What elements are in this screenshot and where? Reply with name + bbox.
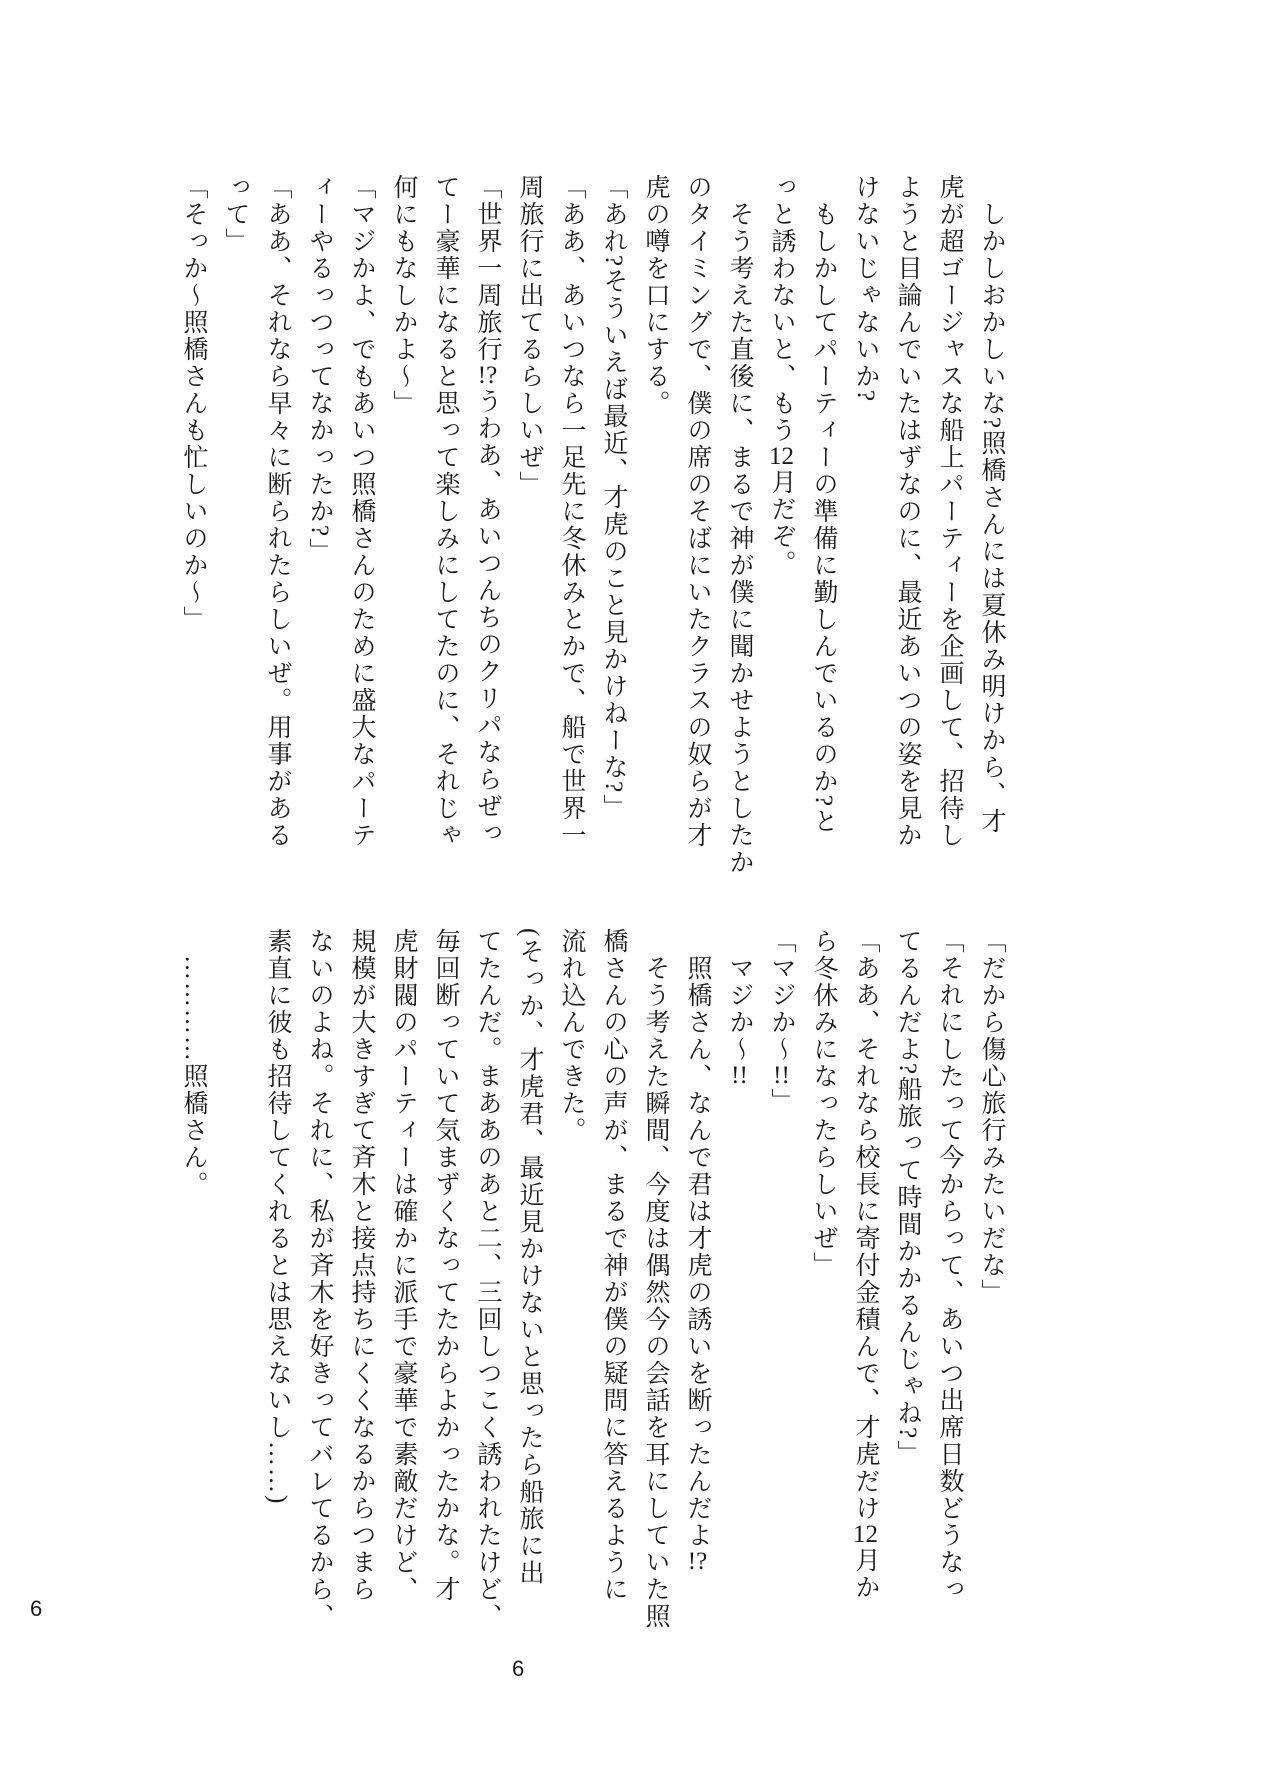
text-line: けないじゃないか? bbox=[852, 174, 879, 404]
text-line: 周旅行に出てるらしいぜ」 bbox=[516, 174, 543, 498]
text-line: 「そっか〜照橋さんも忙しいのか〜」 bbox=[180, 174, 207, 633]
text-line: 「世界一周旅行!?うわあ、あいつんちのクリパならぜっ bbox=[474, 174, 501, 847]
text-block-top bbox=[172, 174, 1012, 886]
text-line: もしかしてパーティーの準備に勤しんでいるのか?と bbox=[810, 174, 837, 836]
tatechuyoko-run: !? bbox=[477, 363, 498, 388]
text-line: ら冬休みになったらしいぜ」 bbox=[810, 928, 837, 1279]
tatechuyoko-run: !! bbox=[773, 1063, 790, 1088]
text-line: 「マジか〜!!」 bbox=[768, 928, 795, 1115]
text-line: てるんだよ?船旅って時間かかるんじゃね?」 bbox=[894, 928, 921, 1468]
text-line: 虎が超ゴージャスな船上パーティーを企画して、招待し bbox=[936, 174, 963, 849]
text-line: 規模が大きすぎて斉木と接点持ちにくくなるからつまら bbox=[348, 928, 375, 1603]
page-number-left: 6 bbox=[30, 1596, 43, 1621]
text-line: ようと目論んでいたはずなのに、最近あいつの姿を見か bbox=[894, 174, 921, 849]
text-line bbox=[214, 928, 256, 1640]
text-line: 「ああ、それなら早々に断られたらしいぜ。用事がある bbox=[264, 174, 291, 849]
text-line: 橋さんの心の声が、まるで神が僕の疑問に答えるように bbox=[600, 928, 627, 1603]
text-line: のタイミングで、僕の席のそばにいたクラスの奴らが才 bbox=[684, 174, 711, 849]
text-line: 虎財閥のパーティーは確かに派手で豪華で素敵だけど、 bbox=[390, 928, 417, 1603]
text-line: 流れ込んできた。 bbox=[558, 928, 585, 1144]
text-line: 何にもなしかよ〜」 bbox=[390, 174, 417, 417]
text-line: しかしおかしいな?照橋さんには夏休み明けから、才 bbox=[978, 174, 1005, 836]
text-line: 虎の噂を口にする。 bbox=[642, 174, 669, 417]
text-line: っと誘わないと、もう12月だぞ。 bbox=[768, 174, 795, 577]
tatechuyoko-run: 12 bbox=[853, 1522, 878, 1547]
text-line: 「あれ?そういえば最近、才虎のこと見かけねーな?」 bbox=[600, 174, 627, 822]
text-line: 「だから傷心旅行みたいだな」 bbox=[978, 928, 1005, 1306]
text-line: そう考えた直後に、まるで神が僕に聞かせようとしたか bbox=[726, 174, 753, 876]
tatechuyoko-run: !? bbox=[687, 1549, 708, 1574]
text-line: マジか〜!! bbox=[726, 928, 753, 1088]
text-line: ないのよね。それに、私が斉木を好きってバレてるから、 bbox=[306, 928, 333, 1630]
text-line: 「ああ、それなら校長に寄付金積んで、才虎だけ12月か bbox=[852, 928, 879, 1601]
text-line: 照橋さん、なんで君は才虎の誘いを断ったんだよ!? bbox=[684, 928, 711, 1574]
text-line: ィーやるっつってなかったか?」 bbox=[306, 174, 333, 566]
text-line: そう考えた瞬間、今度は偶然今の会話を耳にしていた照 bbox=[642, 928, 669, 1630]
page-number-center: 6 bbox=[512, 1656, 525, 1681]
text-line: 毎回断っていて気まずくなってたからよかったかな。才 bbox=[432, 928, 459, 1603]
text-line: 素直に彼も招待してくれるとは思えないし……) bbox=[264, 928, 291, 1506]
text-line: 「ああ、あいつなら一足先に冬休みとかで、船で世界一 bbox=[558, 174, 585, 849]
tatechuyoko-run: !! bbox=[731, 1063, 748, 1088]
text-line: …………照橋さん。 bbox=[180, 928, 207, 1198]
text-line: (そっか、才虎君、最近見かけないと思ったら船旅に出 bbox=[516, 928, 543, 1587]
text-line: てたんだ。まああのあと二、三回しつこく誘われたけど、 bbox=[474, 928, 501, 1630]
text-line: 「それにしたって今からって、あいつ出席日数どうなっ bbox=[936, 928, 963, 1603]
text-line: てー豪華になると思って楽しみにしてたのに、それじゃ bbox=[432, 174, 459, 849]
text-line: 「マジかよ、でもあいつ照橋さんのために盛大なパーテ bbox=[348, 174, 375, 849]
tatechuyoko-run: 12 bbox=[769, 444, 794, 469]
text-line: って」 bbox=[222, 174, 249, 255]
text-block-bottom bbox=[172, 928, 1012, 1640]
